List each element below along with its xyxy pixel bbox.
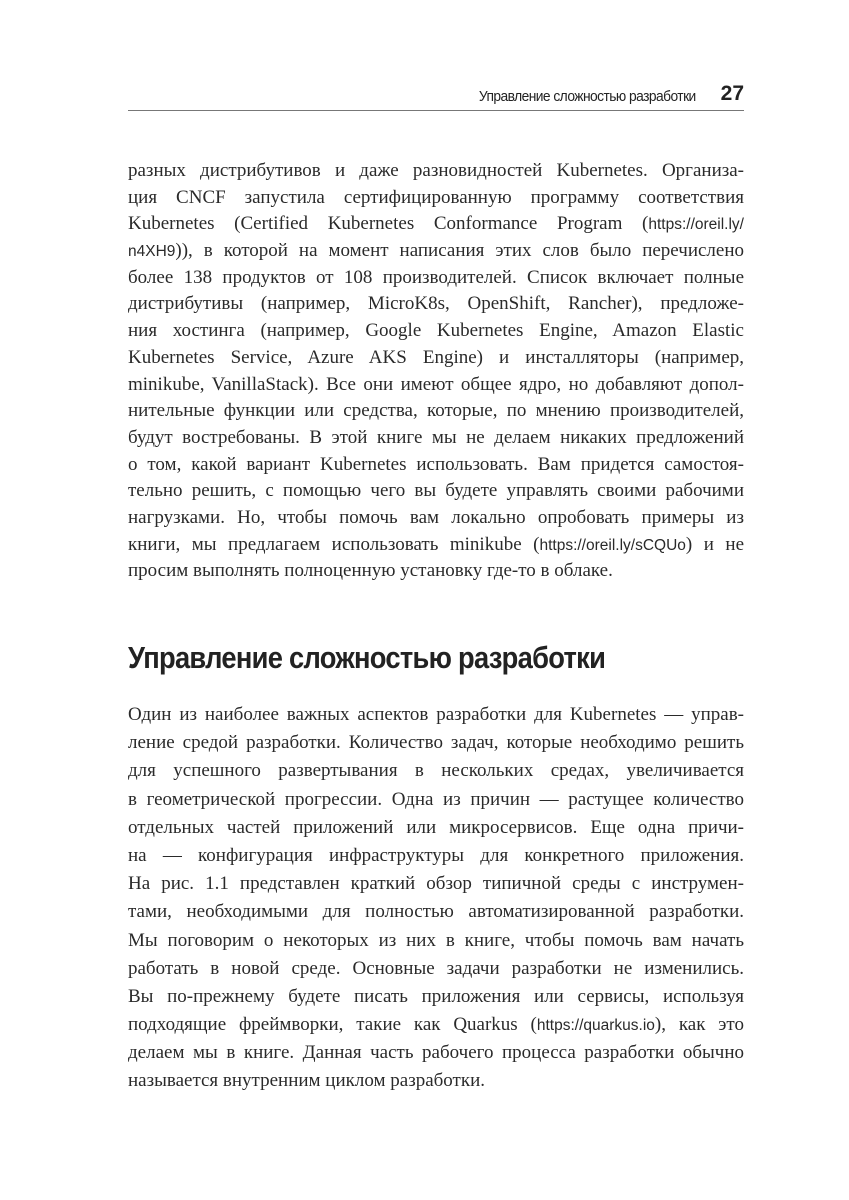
paragraph bbox=[128, 701, 744, 1096]
text-line bbox=[128, 505, 744, 532]
text-line bbox=[128, 425, 744, 452]
text-segment: тами, необходимыми для полностью автоматизированной разработки. bbox=[128, 901, 744, 923]
text-segment: работать в новой среде. Основные задачи разработки не изменились. bbox=[128, 957, 744, 979]
text-segment: ция CNCF запустила сертифицированную программу соответствия bbox=[128, 186, 744, 208]
text-segment: подходящие фреймворки, такие как Quarkus ( bbox=[128, 1014, 537, 1036]
text-line bbox=[128, 532, 744, 559]
running-header bbox=[128, 84, 744, 111]
text-line bbox=[128, 265, 744, 292]
text-segment: нагрузками. Но, чтобы помочь вам локально опробовать примеры из bbox=[128, 506, 744, 528]
text-segment: minikube, VanillaStack). Все они имеют общее ядро, но добавляют допол- bbox=[128, 373, 744, 395]
text-line bbox=[128, 701, 744, 729]
text-line bbox=[128, 185, 744, 212]
text-line bbox=[128, 158, 744, 185]
text-segment: ление средой разработки. Количество задач, которые необходимо решить bbox=[128, 732, 744, 754]
section-heading: Управление сложностью разработки bbox=[128, 640, 606, 675]
text-segment: Один из наиболее важных аспектов разработки для Kubernetes — управ- bbox=[128, 704, 744, 725]
text-segment: На рис. 1.1 представлен краткий обзор типичной среды с инструмен- bbox=[128, 873, 744, 895]
text-segment: на — конфигурация инфраструктуры для конкретного приложения. bbox=[128, 844, 744, 866]
text-line bbox=[128, 842, 744, 870]
text-line bbox=[128, 291, 744, 318]
text-segment: просим выполнять полноценную установку где-то в облаке. bbox=[128, 560, 613, 582]
text-segment: делаем мы в книге. Данная часть рабочего процесса разработки обычно bbox=[128, 1042, 744, 1064]
text-segment: дистрибутивы (например, MicroK8s, OpenShift, Rancher), предложе- bbox=[128, 293, 744, 315]
text-segment: о том, какой вариант Kubernetes использовать. Вам придется самостоя- bbox=[128, 453, 744, 475]
text-segment: Мы поговорим о некоторых из них в книге, чтобы помочь вам начать bbox=[128, 929, 744, 951]
text-segment: Kubernetes Service, Azure AKS Engine) и инсталляторы (например, bbox=[128, 346, 744, 368]
text-line bbox=[128, 1067, 744, 1095]
text-segment: называется внутренним циклом разработки. bbox=[128, 1070, 486, 1092]
text-segment: книги, мы предлагаем использовать minikube ( bbox=[128, 533, 540, 555]
text-segment: ния хостинга (например, Google Kubernetes Engine, Amazon Elastic bbox=[128, 320, 744, 342]
text-segment: нительные функции или средства, которые, по мнению производителей, bbox=[128, 400, 744, 422]
text-segment: в геометрической прогрессии. Одна из причин — растущее количество bbox=[128, 788, 744, 810]
text-line bbox=[128, 870, 744, 898]
text-segment: тельно решить, с помощью чего вы будете управлять своими рабочими bbox=[128, 480, 744, 502]
link[interactable]: https://oreil.ly/sCQUo bbox=[539, 536, 686, 554]
text-line bbox=[128, 757, 744, 785]
text-line bbox=[128, 1039, 744, 1067]
link[interactable]: https://quarkus.io bbox=[536, 1017, 655, 1035]
text-segment: для успешного развертывания в нескольких средах, увеличивается bbox=[128, 760, 744, 782]
link[interactable]: https://oreil.ly/ bbox=[648, 216, 744, 234]
text-line bbox=[128, 452, 744, 479]
text-line bbox=[128, 238, 744, 265]
text-line bbox=[128, 729, 744, 757]
page-number: 27 bbox=[720, 82, 744, 105]
text-line bbox=[128, 814, 744, 842]
text-line bbox=[128, 898, 744, 926]
text-segment: будут востребованы. В этой книге мы не делаем никаких предложений bbox=[128, 426, 744, 448]
text-segment: отдельных частей приложений или микросервисов. Еще одна причи- bbox=[128, 816, 744, 838]
text-segment: разных дистрибутивов и даже разновидностей Kubernetes. Организа- bbox=[128, 160, 744, 181]
text-line bbox=[128, 372, 744, 399]
text-segment: ) и не bbox=[685, 533, 744, 555]
text-line bbox=[128, 558, 744, 585]
text-line bbox=[128, 398, 744, 425]
text-line bbox=[128, 927, 744, 955]
text-segment: )), в которой на момент написания этих слов было перечислено bbox=[175, 240, 744, 262]
text-line bbox=[128, 1011, 744, 1039]
link[interactable]: n4XH9 bbox=[128, 243, 176, 261]
text-segment: Kubernetes (Certified Kubernetes Conformance Program ( bbox=[128, 213, 649, 235]
text-line bbox=[128, 786, 744, 814]
text-line bbox=[128, 983, 744, 1011]
paragraph bbox=[128, 158, 744, 585]
text-line bbox=[128, 318, 744, 345]
text-segment: ), как это bbox=[654, 1014, 744, 1036]
text-segment: Вы по-прежнему будете писать приложения или сервисы, используя bbox=[128, 985, 744, 1007]
text-line bbox=[128, 955, 744, 983]
text-line bbox=[128, 211, 744, 238]
text-line bbox=[128, 345, 744, 372]
running-header-title: Управление сложностью разработки bbox=[479, 88, 696, 105]
text-line bbox=[128, 478, 744, 505]
text-segment: более 138 продуктов от 108 производителей. Список включает полные bbox=[128, 266, 744, 288]
